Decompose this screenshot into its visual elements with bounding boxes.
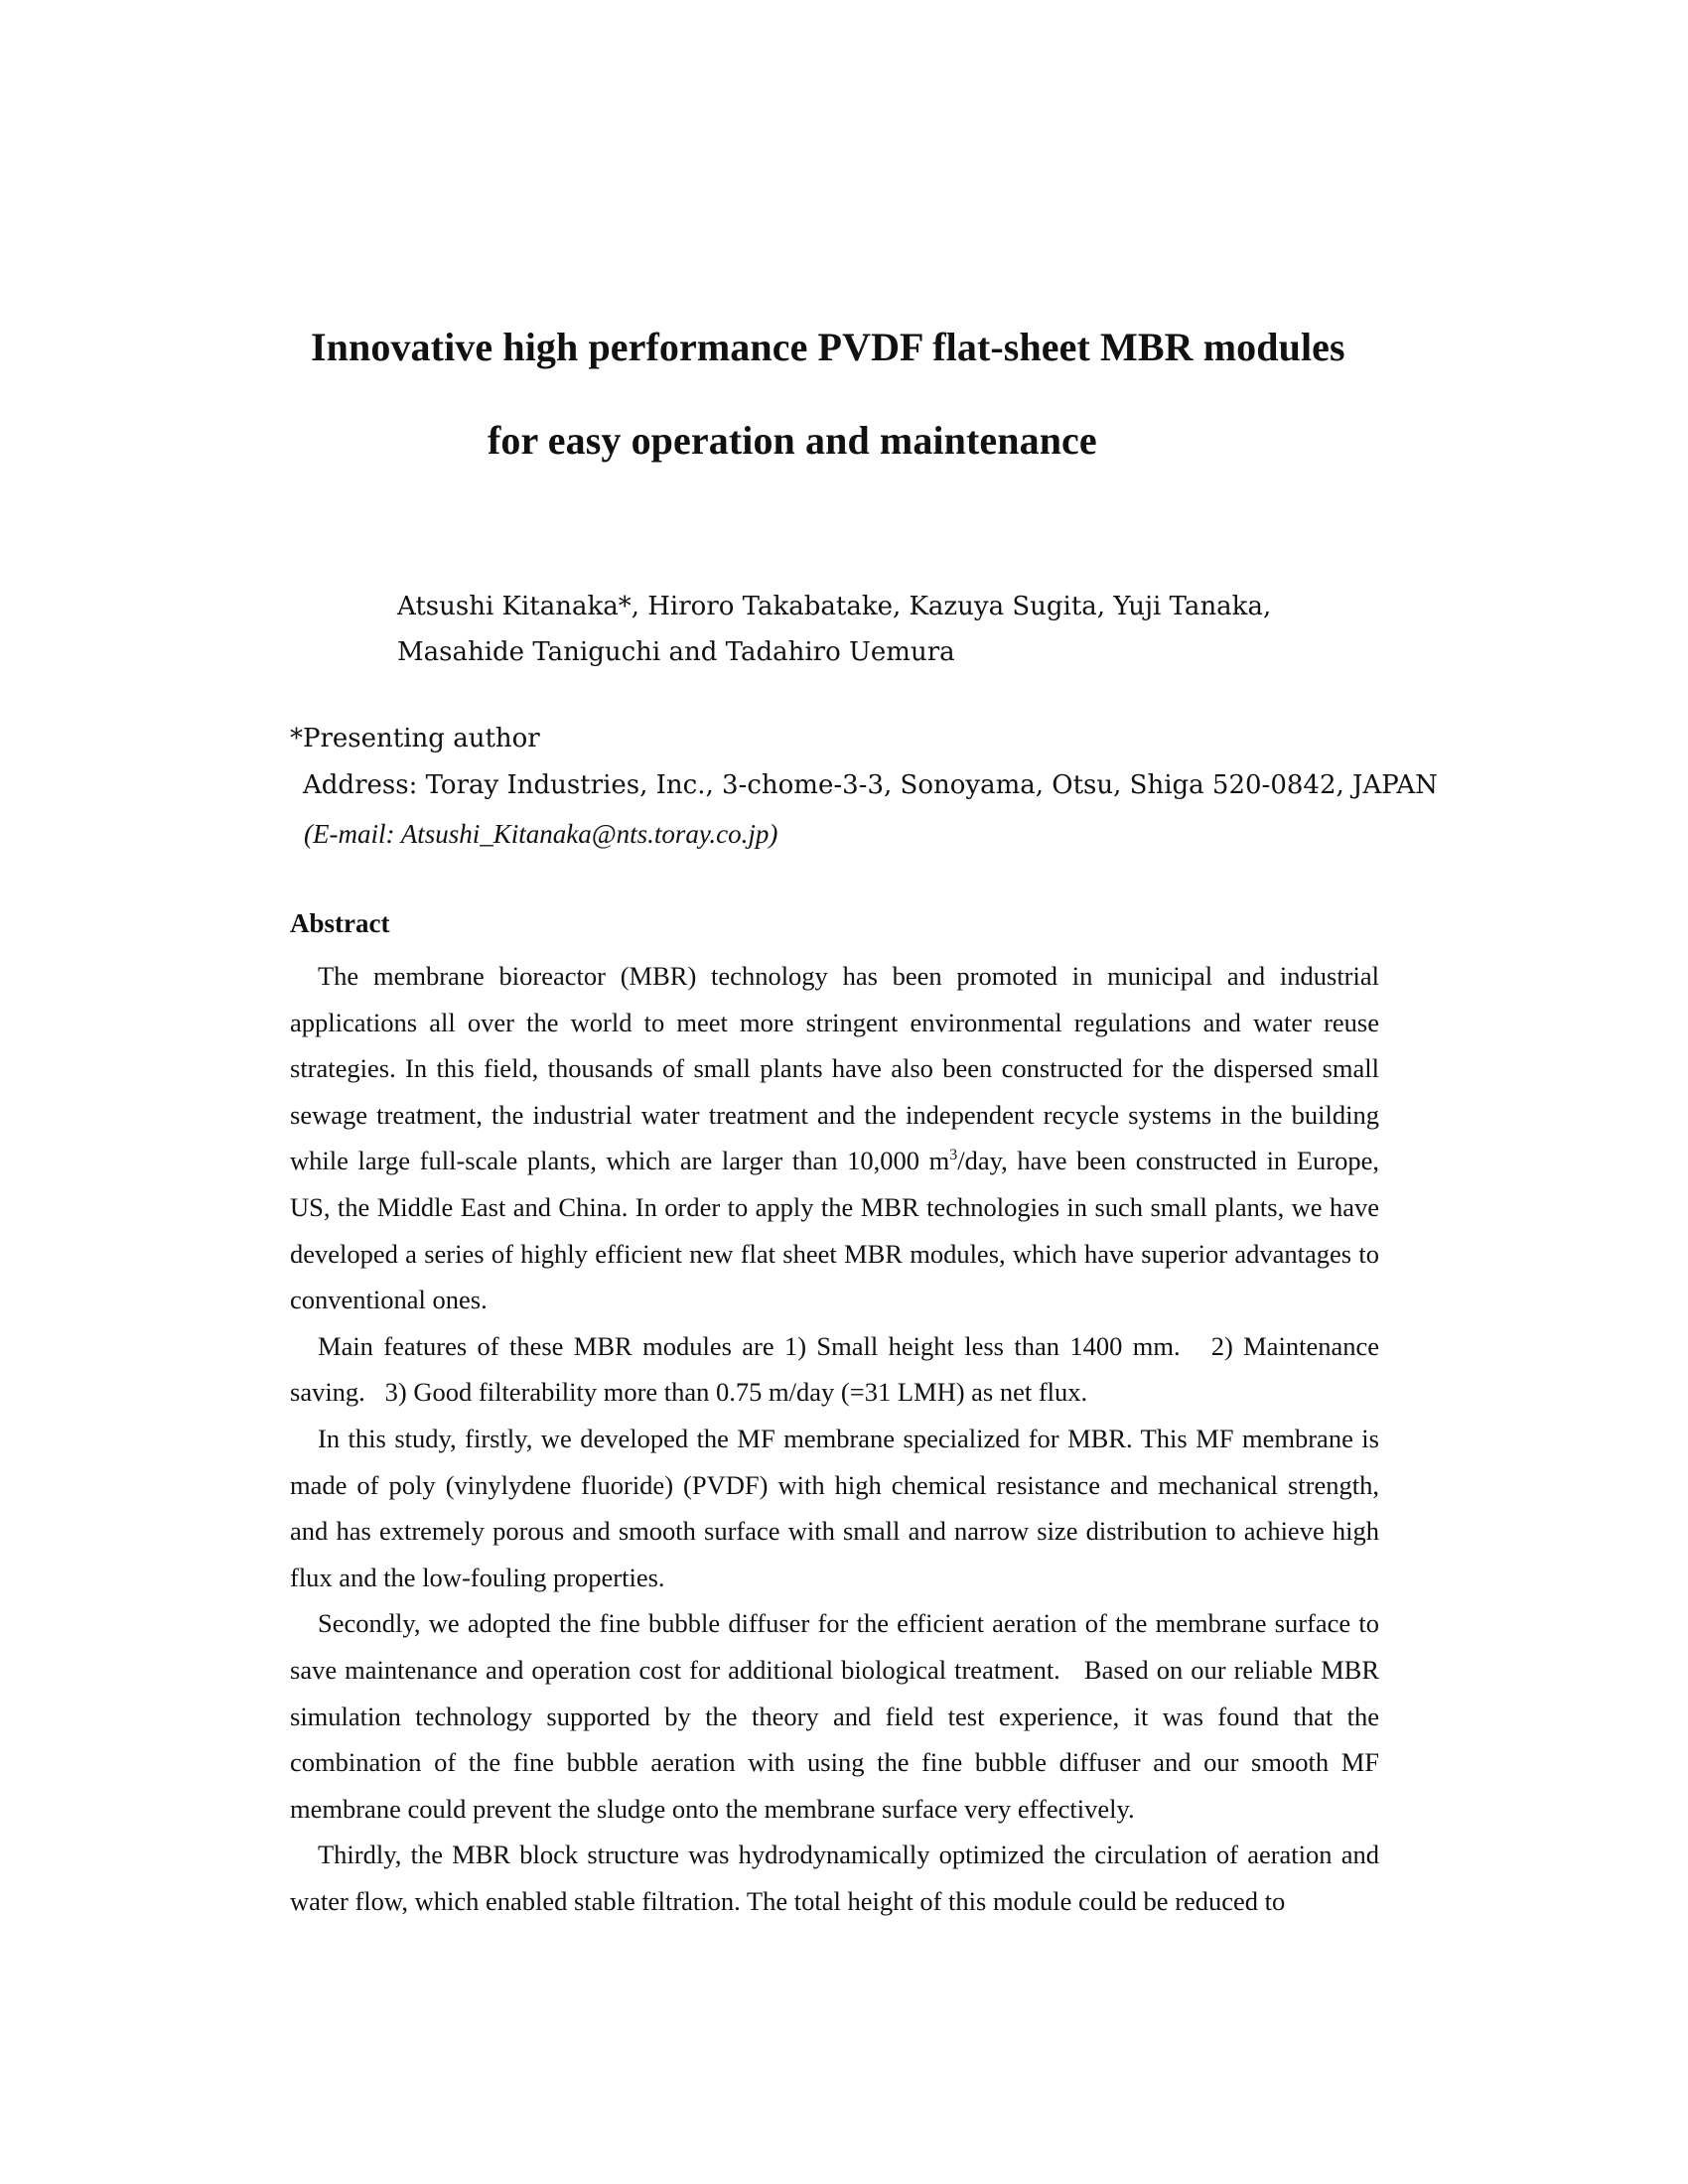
abstract-paragraph-1-text-a: The membrane bioreactor (MBR) technology has been promoted in municipal and industrial applications all over the world to meet more stringent environmental regulations and water reuse strategies. In this field, thousands of small plants have also been constructed for the dispersed small sewage treatment, the industrial water treatment and the independent recycle systems in the building while large full-scale plants, which are larger than 10,000 m bbox=[290, 961, 1379, 1176]
superscript-3: 3 bbox=[949, 1147, 958, 1164]
abstract-heading: Abstract bbox=[290, 908, 390, 938]
paper-title-line-2: for easy operation and maintenance bbox=[488, 418, 1097, 463]
abstract-body bbox=[290, 953, 1386, 1924]
abstract-paragraph-1 bbox=[290, 953, 1379, 1323]
paper-title-line-1: Innovative high performance PVDF flat-sheet MBR modules bbox=[311, 325, 1345, 369]
presenting-author-note: *Presenting author bbox=[290, 724, 540, 753]
abstract-paragraph-1-text-b: /day, have been constructed in Europe, US, the Middle East and China. In order to apply the MBR technologies in such small plants, we have developed a series of highly efficient new flat sheet MBR modules, which have superior advantages to conventional ones. bbox=[290, 1146, 1379, 1315]
abstract-paragraph-5: Thirdly, the MBR block structure was hydrodynamically optimized the circulation of aeration and water flow, which enabled stable filtration. The total height of this module could be reduced to bbox=[290, 1840, 1379, 1916]
author-email: (E-mail: Atsushi_Kitanaka@nts.toray.co.jp) bbox=[304, 819, 778, 849]
abstract-paragraph-4: Secondly, we adopted the fine bubble diffuser for the efficient aeration of the membrane surface to save maintenance and operation cost for additional biological treatment. Based on our reliable MBR simulation technology supported by the theory and field test experience, it was found that the combination of the fine bubble aeration with using the fine bubble diffuser and our smooth MF membrane could prevent the sludge onto the membrane surface very effectively. bbox=[290, 1608, 1386, 1824]
abstract-paragraph-2: Main features of these MBR modules are 1) Small height less than 1400 mm. 2) Maintenance saving. 3) Good filterability more than 0.75 m/day (=31 LMH) as net flux. bbox=[290, 1330, 1386, 1408]
abstract-paragraph-3: In this study, firstly, we developed the MF membrane specialized for MBR. This MF membrane is made of poly (vinylydene fluoride) (PVDF) with high chemical resistance and mechanical strength, and has extremely porous and smooth surface with small and narrow size distribution to achieve high flux and the low-fouling properties. bbox=[290, 1423, 1379, 1592]
author-list bbox=[397, 584, 1271, 675]
author-address: Address: Toray Industries, Inc., 3-chome-3-3, Sonoyama, Otsu, Shiga 520-0842, JAPAN bbox=[303, 770, 1438, 800]
author-line-1: Atsushi Kitanaka*, Hiroro Takabatake, Kazuya Sugita, Yuji Tanaka, bbox=[397, 592, 1272, 621]
author-line-2: Masahide Taniguchi and Tadahiro Uemura bbox=[397, 637, 955, 667]
